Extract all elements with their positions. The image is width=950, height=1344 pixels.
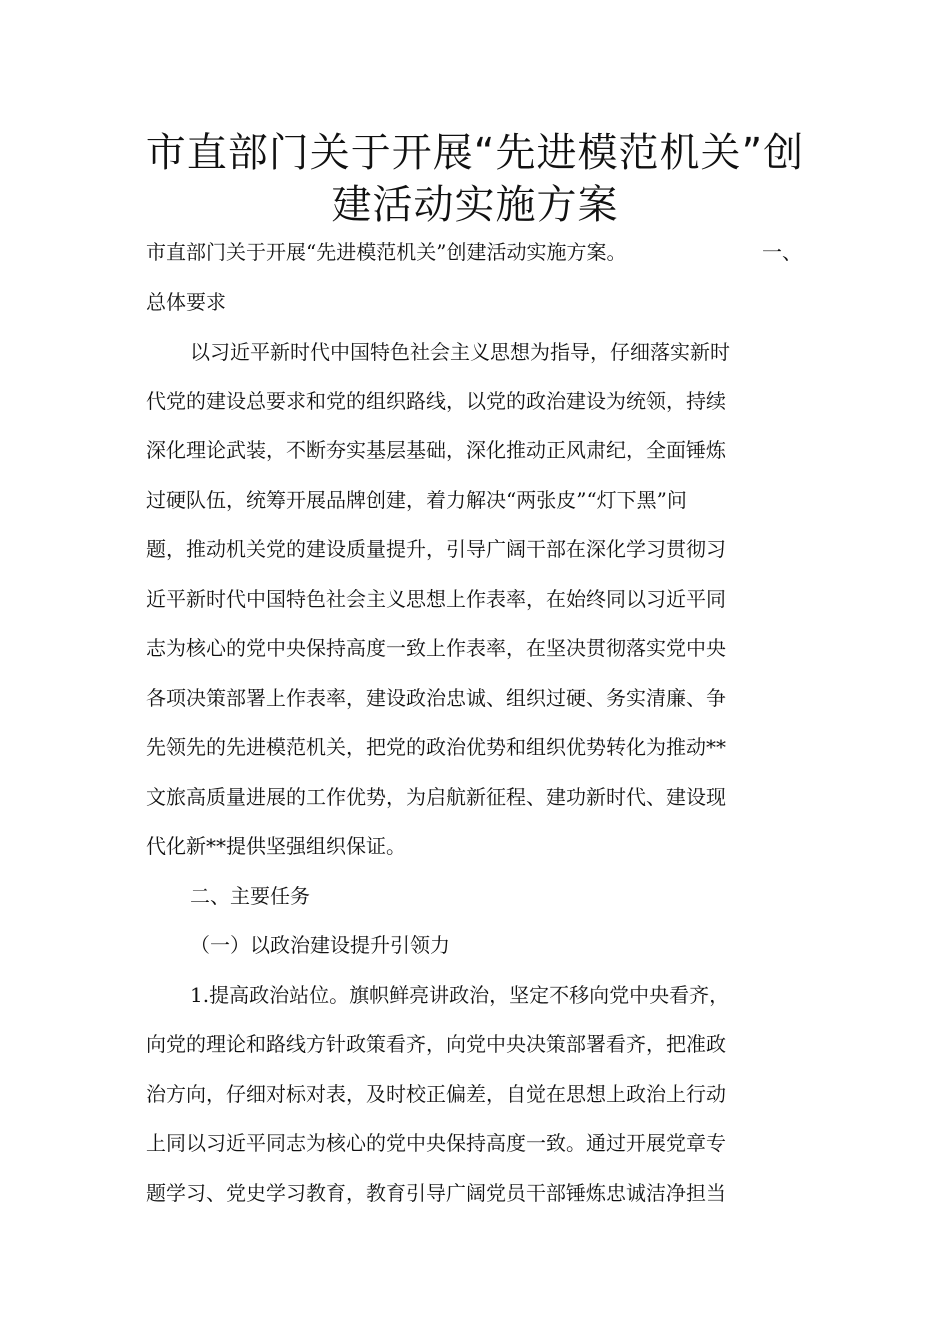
paragraph-2-line: 治方向，仔细对标对表，及时校正偏差，自觉在思想上政治上行动 bbox=[146, 1082, 726, 1106]
paragraph-1-line: 志为核心的党中央保持高度一致上作表率，在坚决贯彻落实党中央 bbox=[146, 636, 726, 660]
paragraph-1-line: 各项决策部署上作表率，建设政治忠诚、组织过硬、务实清廉、争 bbox=[146, 686, 726, 710]
paragraph-1-line: 先领先的先进模范机关，把党的政治优势和组织优势转化为推动** bbox=[146, 735, 726, 759]
paragraph-1-line: 文旅高质量进展的工作优势，为启航新征程、建功新时代、建设现 bbox=[146, 785, 726, 809]
document-title-line-1: 市直部门关于开展“先进模范机关”创 bbox=[145, 130, 805, 176]
section-1-number: 一、 bbox=[762, 240, 802, 264]
document-title-line-2: 建活动实施方案 bbox=[331, 182, 619, 228]
section-2-heading: 二、主要任务 bbox=[190, 884, 310, 908]
subsection-1-heading: （一）以政治建设提升引领力 bbox=[190, 933, 450, 957]
paragraph-1-line: 题，推动机关党的建设质量提升，引导广阔干部在深化学习贯彻习 bbox=[146, 537, 726, 561]
paragraph-2-line: 1.提高政治站位。旗帜鲜亮讲政治，坚定不移向党中央看齐， bbox=[190, 983, 730, 1007]
paragraph-1-line: 深化理论武装，不断夯实基层基础，深化推动正风肃纪，全面锤炼 bbox=[146, 438, 726, 462]
paragraph-2-line: 题学习、党史学习教育，教育引导广阔党员干部锤炼忠诚洁净担当 bbox=[146, 1181, 726, 1205]
paragraph-1-line: 以习近平新时代中国特色社会主义思想为指导，仔细落实新时 bbox=[190, 340, 730, 364]
paragraph-1-line: 代化新**提供坚强组织保证。 bbox=[146, 834, 406, 858]
section-1-heading: 总体要求 bbox=[146, 290, 226, 314]
paragraph-2-line: 向党的理论和路线方针政策看齐，向党中央决策部署看齐，把准政 bbox=[146, 1032, 726, 1056]
paragraph-1-line: 过硬队伍，统筹开展品牌创建，着力解决“两张皮”“灯下黑”问 bbox=[146, 488, 687, 512]
paragraph-2-line: 上同以习近平同志为核心的党中央保持高度一致。通过开展党章专 bbox=[146, 1131, 726, 1155]
paragraph-1-line: 近平新时代中国特色社会主义思想上作表率，在始终同以习近平同 bbox=[146, 587, 726, 611]
intro-text: 市直部门关于开展“先进模范机关”创建活动实施方案。 bbox=[146, 240, 627, 264]
paragraph-1-line: 代党的建设总要求和党的组织路线，以党的政治建设为统领，持续 bbox=[146, 389, 726, 413]
